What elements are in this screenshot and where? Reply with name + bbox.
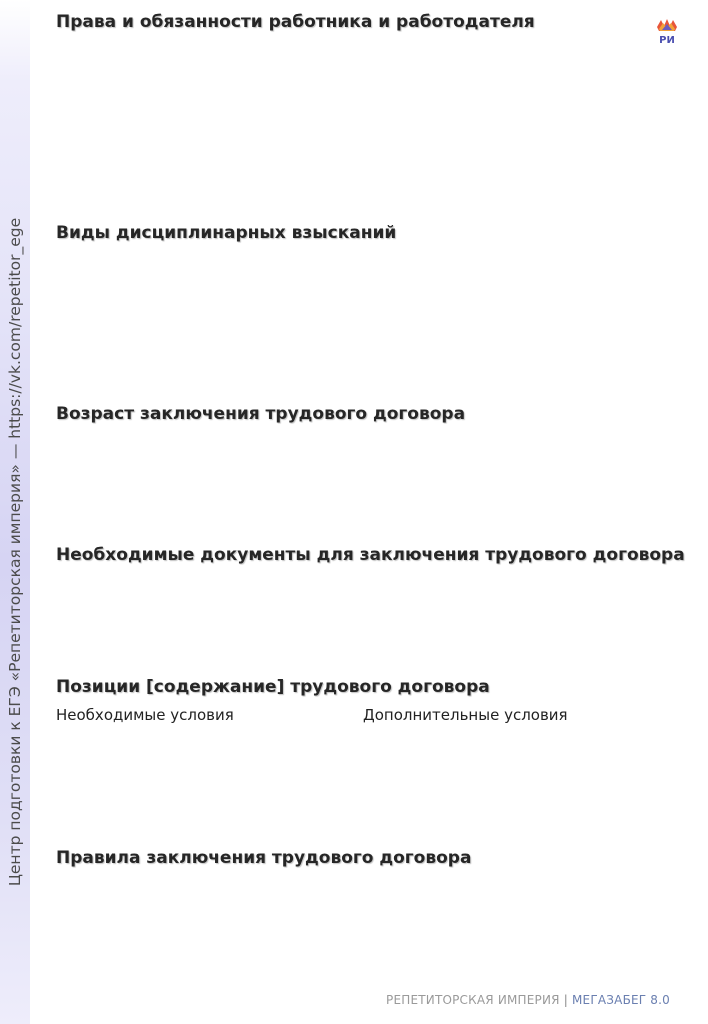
side-banner-text: Центр подготовки к ЕГЭ «Репетиторская империя» — https://vk.com/repetitor_ege (6, 217, 24, 887)
heading-required-documents: Необходимые документы для заключения трудового договора (56, 545, 685, 565)
footer-brand: РЕПЕТИТОРСКАЯ ИМПЕРИЯ (386, 993, 560, 1007)
footer-separator: | (563, 993, 568, 1007)
footer (386, 993, 670, 1007)
required-conditions-label: Необходимые условия (56, 706, 234, 724)
logo-text: РИ (659, 35, 675, 46)
heading-contract-positions: Позиции [содержание] трудового договора (56, 677, 490, 697)
heading-contract-rules: Правила заключения трудового договора (56, 848, 472, 868)
side-banner (0, 0, 30, 1024)
heading-rights-duties: Права и обязанности работника и работодателя (56, 12, 535, 32)
heading-disciplinary-penalties: Виды дисциплинарных взысканий (56, 223, 397, 243)
additional-conditions-label: Дополнительные условия (363, 706, 568, 724)
heading-contract-age: Возраст заключения трудового договора (56, 404, 466, 424)
crown-logo-icon (654, 18, 680, 46)
footer-event: МЕГАЗАБЕГ 8.0 (572, 993, 670, 1007)
